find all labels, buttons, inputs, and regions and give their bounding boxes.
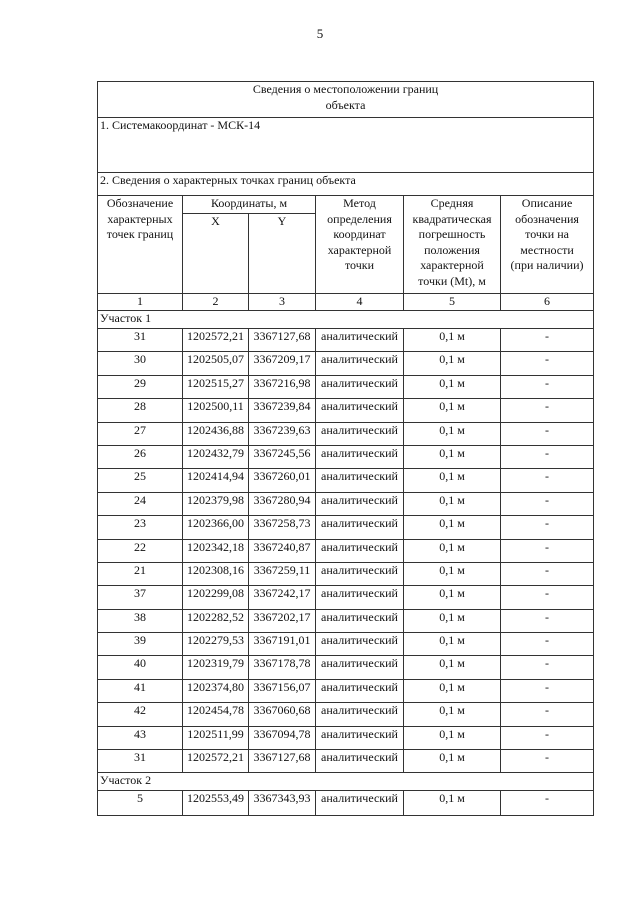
x-coordinate-cell: 1202282,52 <box>183 609 249 632</box>
column-number: 1 <box>98 294 183 311</box>
boundary-points-table <box>97 81 594 816</box>
y-coordinate-cell: 3367127,68 <box>249 750 316 773</box>
accuracy-cell: 0,1 м <box>404 492 501 515</box>
description-cell: - <box>501 399 594 422</box>
accuracy-cell: 0,1 м <box>404 703 501 726</box>
header-text: точки <box>344 258 375 272</box>
table-row <box>98 329 594 352</box>
x-coordinate-cell: 1202366,00 <box>183 516 249 539</box>
method-cell: аналитический <box>316 375 404 398</box>
description-cell: - <box>501 703 594 726</box>
description-cell: - <box>501 352 594 375</box>
header-text: положения <box>424 242 480 257</box>
header-text: точки на <box>525 227 569 241</box>
x-coordinate-cell: 1202379,98 <box>183 492 249 515</box>
point-id-cell: 39 <box>98 633 183 656</box>
description-cell: - <box>501 375 594 398</box>
y-coordinate-cell: 3367239,63 <box>249 422 316 445</box>
header-text: характерной <box>420 258 484 272</box>
accuracy-cell: 0,1 м <box>404 791 501 816</box>
y-coordinate-cell: 3367209,17 <box>249 352 316 375</box>
plot-label: Участок 2 <box>98 773 594 791</box>
page-number: 5 <box>316 26 324 41</box>
description-cell: - <box>501 492 594 515</box>
x-coordinate-cell: 1202515,27 <box>183 375 249 398</box>
description-cell: - <box>501 679 594 702</box>
header-text: Метод <box>343 196 376 210</box>
table-row <box>98 586 594 609</box>
coordinate-system: 1. Системакоординат - МСК-14 <box>98 118 594 173</box>
description-cell: - <box>501 586 594 609</box>
description-cell: - <box>501 726 594 749</box>
table-row <box>98 562 594 585</box>
header-text: Средняя <box>430 196 474 210</box>
header-text: Описание <box>521 196 573 210</box>
y-coordinate-cell: 3367280,94 <box>249 492 316 515</box>
x-coordinate-cell: 1202511,99 <box>183 726 249 749</box>
method-cell: аналитический <box>316 492 404 515</box>
y-coordinate-cell: 3367156,07 <box>249 679 316 702</box>
y-coordinate-cell: 3367178,78 <box>249 656 316 679</box>
y-coordinate-cell: 3367260,01 <box>249 469 316 492</box>
accuracy-cell: 0,1 м <box>404 750 501 773</box>
y-coordinate-cell: 3367127,68 <box>249 329 316 352</box>
x-coordinate-cell: 1202454,78 <box>183 703 249 726</box>
accuracy-cell: 0,1 м <box>404 656 501 679</box>
x-coordinate-cell: 1202432,79 <box>183 445 249 468</box>
point-id-cell: 40 <box>98 656 183 679</box>
x-coordinate-cell: 1202505,07 <box>183 352 249 375</box>
point-id-cell: 30 <box>98 352 183 375</box>
method-cell: аналитический <box>316 703 404 726</box>
x-coordinate-cell: 1202374,80 <box>183 679 249 702</box>
table-row <box>98 679 594 702</box>
section-2-title: 2. Сведения о характерных точках границ объекта <box>98 173 594 196</box>
column-number: 3 <box>249 294 316 311</box>
method-cell: аналитический <box>316 679 404 702</box>
table-row <box>98 791 594 816</box>
x-coordinate-cell: 1202553,49 <box>183 791 249 816</box>
header-point-designation <box>98 196 183 294</box>
description-cell: - <box>501 329 594 352</box>
table-row <box>98 703 594 726</box>
method-cell: аналитический <box>316 516 404 539</box>
table-row <box>98 492 594 515</box>
description-cell: - <box>501 445 594 468</box>
description-cell: - <box>501 750 594 773</box>
y-coordinate-cell: 3367240,87 <box>249 539 316 562</box>
point-id-cell: 22 <box>98 539 183 562</box>
header-text: Обозначение <box>106 196 174 210</box>
description-cell: - <box>501 539 594 562</box>
method-cell: аналитический <box>316 329 404 352</box>
point-id-cell: 25 <box>98 469 183 492</box>
point-id-cell: 42 <box>98 703 183 726</box>
table-row <box>98 539 594 562</box>
accuracy-cell: 0,1 м <box>404 679 501 702</box>
header-text: квадратическая <box>412 211 492 226</box>
table-row <box>98 726 594 749</box>
y-coordinate-cell: 3367239,84 <box>249 399 316 422</box>
y-coordinate-cell: 3367060,68 <box>249 703 316 726</box>
accuracy-cell: 0,1 м <box>404 375 501 398</box>
method-cell: аналитический <box>316 750 404 773</box>
y-coordinate-cell: 3367191,01 <box>249 633 316 656</box>
header-text: (при наличии) <box>510 258 584 272</box>
table-row <box>98 633 594 656</box>
point-id-cell: 5 <box>98 791 183 816</box>
x-coordinate-cell: 1202572,21 <box>183 750 249 773</box>
point-id-cell: 26 <box>98 445 183 468</box>
y-coordinate-cell: 3367202,17 <box>249 609 316 632</box>
method-cell: аналитический <box>316 469 404 492</box>
table-row <box>98 750 594 773</box>
table-row <box>98 656 594 679</box>
description-cell: - <box>501 562 594 585</box>
y-coordinate-cell: 3367343,93 <box>249 791 316 816</box>
method-cell: аналитический <box>316 726 404 749</box>
header-text: местности <box>520 242 574 257</box>
y-coordinate-cell: 3367258,73 <box>249 516 316 539</box>
header-description <box>501 196 594 294</box>
header-y: Y <box>249 214 316 294</box>
y-coordinate-cell: 3367245,56 <box>249 445 316 468</box>
x-coordinate-cell: 1202299,08 <box>183 586 249 609</box>
table-row <box>98 352 594 375</box>
table-title-line-2: объекта <box>325 97 366 112</box>
point-id-cell: 43 <box>98 726 183 749</box>
x-coordinate-cell: 1202308,16 <box>183 562 249 585</box>
header-text: определения <box>327 211 392 226</box>
description-cell: - <box>501 633 594 656</box>
table-row <box>98 399 594 422</box>
method-cell: аналитический <box>316 422 404 445</box>
method-cell: аналитический <box>316 539 404 562</box>
accuracy-cell: 0,1 м <box>404 586 501 609</box>
accuracy-cell: 0,1 м <box>404 422 501 445</box>
point-id-cell: 41 <box>98 679 183 702</box>
point-id-cell: 31 <box>98 750 183 773</box>
table-row <box>98 469 594 492</box>
x-coordinate-cell: 1202342,18 <box>183 539 249 562</box>
x-coordinate-cell: 1202572,21 <box>183 329 249 352</box>
accuracy-cell: 0,1 м <box>404 329 501 352</box>
description-cell: - <box>501 609 594 632</box>
method-cell: аналитический <box>316 791 404 816</box>
accuracy-cell: 0,1 м <box>404 516 501 539</box>
table-title <box>98 82 594 118</box>
table-row <box>98 375 594 398</box>
accuracy-cell: 0,1 м <box>404 609 501 632</box>
description-cell: - <box>501 469 594 492</box>
method-cell: аналитический <box>316 562 404 585</box>
point-id-cell: 38 <box>98 609 183 632</box>
description-cell: - <box>501 516 594 539</box>
y-coordinate-cell: 3367259,11 <box>249 562 316 585</box>
point-id-cell: 28 <box>98 399 183 422</box>
method-cell: аналитический <box>316 656 404 679</box>
column-number: 4 <box>316 294 404 311</box>
y-coordinate-cell: 3367242,17 <box>249 586 316 609</box>
header-coordinates: Координаты, м <box>183 196 316 214</box>
header-method <box>316 196 404 294</box>
x-coordinate-cell: 1202414,94 <box>183 469 249 492</box>
column-number: 6 <box>501 294 594 311</box>
description-cell: - <box>501 422 594 445</box>
column-number: 2 <box>183 294 249 311</box>
header-text: координат <box>333 227 386 241</box>
table-row <box>98 516 594 539</box>
header-x: X <box>183 214 249 294</box>
method-cell: аналитический <box>316 399 404 422</box>
method-cell: аналитический <box>316 609 404 632</box>
accuracy-cell: 0,1 м <box>404 726 501 749</box>
accuracy-cell: 0,1 м <box>404 399 501 422</box>
x-coordinate-cell: 1202436,88 <box>183 422 249 445</box>
method-cell: аналитический <box>316 633 404 656</box>
point-id-cell: 24 <box>98 492 183 515</box>
header-text: характерной <box>327 242 392 257</box>
plot-label: Участок 1 <box>98 311 594 329</box>
x-coordinate-cell: 1202319,79 <box>183 656 249 679</box>
y-coordinate-cell: 3367216,98 <box>249 375 316 398</box>
description-cell: - <box>501 791 594 816</box>
point-id-cell: 37 <box>98 586 183 609</box>
point-id-cell: 29 <box>98 375 183 398</box>
point-id-cell: 31 <box>98 329 183 352</box>
accuracy-cell: 0,1 м <box>404 469 501 492</box>
method-cell: аналитический <box>316 586 404 609</box>
table-row <box>98 609 594 632</box>
point-id-cell: 27 <box>98 422 183 445</box>
header-text: погрешность <box>418 227 486 241</box>
header-text: характерных <box>107 211 173 226</box>
header-accuracy <box>404 196 501 294</box>
header-text: обозначения <box>515 211 579 226</box>
y-coordinate-cell: 3367094,78 <box>249 726 316 749</box>
header-text: точки (Mt), м <box>418 273 486 288</box>
x-coordinate-cell: 1202500,11 <box>183 399 249 422</box>
accuracy-cell: 0,1 м <box>404 633 501 656</box>
point-id-cell: 23 <box>98 516 183 539</box>
table-row <box>98 422 594 445</box>
accuracy-cell: 0,1 м <box>404 562 501 585</box>
accuracy-cell: 0,1 м <box>404 445 501 468</box>
header-text: точек границ <box>106 227 174 241</box>
accuracy-cell: 0,1 м <box>404 352 501 375</box>
table-row <box>98 445 594 468</box>
accuracy-cell: 0,1 м <box>404 539 501 562</box>
method-cell: аналитический <box>316 352 404 375</box>
x-coordinate-cell: 1202279,53 <box>183 633 249 656</box>
table-title-line-1: Сведения о местоположении границ <box>252 82 439 96</box>
point-id-cell: 21 <box>98 562 183 585</box>
description-cell: - <box>501 656 594 679</box>
method-cell: аналитический <box>316 445 404 468</box>
column-number: 5 <box>404 294 501 311</box>
